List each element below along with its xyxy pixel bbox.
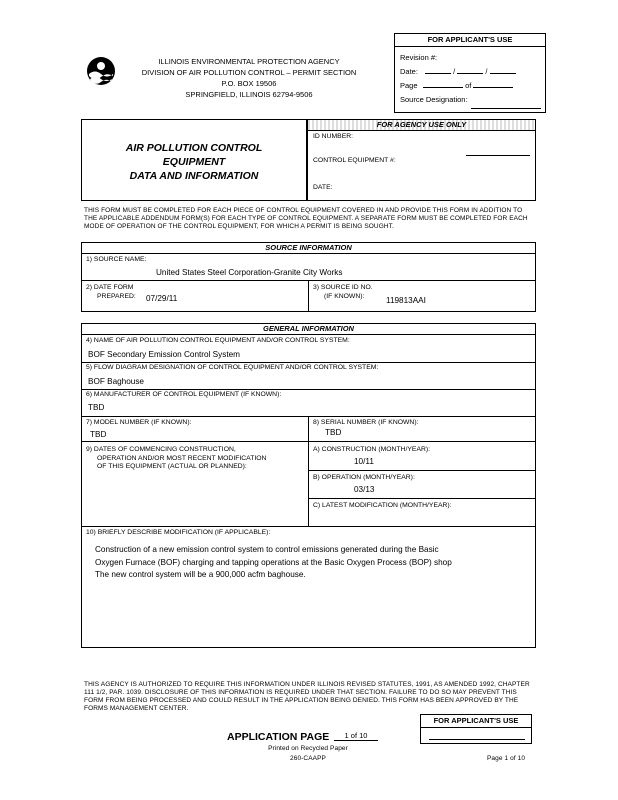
form-title-line1: AIR POLLUTION CONTROL <box>125 142 263 154</box>
agency-logo <box>86 56 116 86</box>
of-label-top: of <box>465 81 472 90</box>
source-name-label: 1) SOURCE NAME: <box>86 256 147 263</box>
q10-line2: Oxygen Furnace (BOF) charging and tapping operations at the Basic Oxygen Process (BOP) shop <box>95 557 452 567</box>
date-label-top: Date: <box>400 67 418 76</box>
q10-description <box>95 544 452 582</box>
page-label-top: Page <box>400 81 418 90</box>
recycled-paper-note: Printed on Recycled Paper <box>268 745 348 752</box>
applicant-use-box-top <box>394 33 546 113</box>
q9c-label: C) LATEST MODIFICATION (MONTH/YEAR): <box>313 502 452 509</box>
source-id-value: 119813AAI <box>386 296 426 305</box>
date-form-label-line2: PREPARED: <box>97 293 136 300</box>
agency-line3: P.O. BOX 19506 <box>221 79 277 88</box>
form-number: 260-CAAPP <box>290 755 326 762</box>
q10-line1: Construction of a new emission control system to control emissions generated during the Basic <box>95 545 439 554</box>
q10-line3: The new control system will be a 900,000 acfm baghouse. <box>95 570 306 579</box>
form-title <box>81 141 307 183</box>
disclosure-statement: THIS AGENCY IS AUTHORIZED TO REQUIRE THIS INFORMATION UNDER ILLINOIS REVISED STATUTES, 1991, AS AMENDED 1992, CHAPTER 111 1/2, PAR. 1039. DISCLOSURE OF THIS INFORMATION IS REQUIRED UNDER THAT SECTION. FAILURE TO DO SO MAY PREVENT THIS FORM FROM BEING PROCESSED AND COULD RESULT IN THE APPLICATION BEING DENIED. THIS FORM HAS BEEN APPROVED BY THE FORMS MANAGEMENT CENTER. <box>84 681 530 712</box>
source-info-header: SOURCE INFORMATION <box>265 243 352 252</box>
agency-address <box>120 56 378 100</box>
applicant-use-title-bottom: FOR APPLICANT'S USE <box>433 716 519 725</box>
q9-label-line3: OF THIS EQUIPMENT (ACTUAL OR PLANNED): <box>97 463 247 470</box>
application-page-number: 1 of 10 <box>334 731 378 741</box>
q9a-value: 10/11 <box>354 457 374 466</box>
control-equipment-label: CONTROL EQUIPMENT #: <box>313 157 396 164</box>
date-form-label <box>86 283 136 301</box>
q8-value: TBD <box>325 428 342 437</box>
q9b-label: B) OPERATION (MONTH/YEAR): <box>313 474 415 481</box>
q8-label: 8) SERIAL NUMBER (IF KNOWN): <box>313 419 419 426</box>
source-designation-label: Source Designation: <box>400 95 468 104</box>
source-id-label <box>313 283 373 301</box>
agency-line1: ILLINOIS ENVIRONMENTAL PROTECTION AGENCY <box>158 57 340 66</box>
id-number-label: ID NUMBER: <box>313 133 354 140</box>
q9-label <box>86 446 266 472</box>
revision-label: Revision #: <box>400 53 438 62</box>
agency-line4: SPRINGFIELD, ILLINOIS 62794-9506 <box>185 90 313 99</box>
page-footer: Page 1 of 10 <box>487 755 526 762</box>
agency-use-title: FOR AGENCY USE ONLY <box>376 120 467 129</box>
form-title-line3: DATA AND INFORMATION <box>129 170 259 182</box>
q7-value: TBD <box>90 430 107 439</box>
source-name-value: United States Steel Corporation-Granite City Works <box>156 268 343 277</box>
q10-label: 10) BRIEFLY DESCRIBE MODIFICATION (IF APPLICABLE): <box>86 529 271 536</box>
q4-value: BOF Secondary Emission Control System <box>88 350 240 359</box>
agency-line2: DIVISION OF AIR POLLUTION CONTROL – PERMIT SECTION <box>141 68 357 77</box>
q9-label-line2: OPERATION AND/OR MOST RECENT MODIFICATION <box>97 454 267 462</box>
general-info-header: GENERAL INFORMATION <box>263 324 354 333</box>
q5-label: 5) FLOW DIAGRAM DESIGNATION OF CONTROL EQUIPMENT AND/OR CONTROL SYSTEM: <box>86 364 379 371</box>
source-id-label-line1: 3) SOURCE ID NO. <box>313 284 373 291</box>
date-blanks-top: / / <box>425 67 516 76</box>
date-form-value: 07/29/11 <box>146 294 178 303</box>
agency-date-label: DATE: <box>313 184 333 191</box>
instructions: THIS FORM MUST BE COMPLETED FOR EACH PIECE OF CONTROL EQUIPMENT COVERED IN AND PROVIDE THIS FORM IN ADDITION TO THE APPLICABLE ADDENDUM FORM(S) FOR EACH TYPE OF CONTROL EQUIPMENT. A SEPARATE FORM MUST BE COMPLETED FOR EACH MODE OF OPERATION OF THE CONTROL EQUIPMENT, FOR WHICH A PERMIT IS BEING SOUGHT. <box>84 207 528 230</box>
q5-value: BOF Baghouse <box>88 377 144 386</box>
applicant-use-title-top: FOR APPLICANT'S USE <box>427 35 513 44</box>
application-page-label: APPLICATION PAGE <box>227 731 330 743</box>
date-form-label-line1: 2) DATE FORM <box>86 284 134 291</box>
q9b-value: 03/13 <box>354 485 375 494</box>
q7-label: 7) MODEL NUMBER (IF KNOWN): <box>86 419 192 426</box>
source-id-label-line2: (IF KNOWN): <box>324 293 365 300</box>
q9a-label: A) CONSTRUCTION (MONTH/YEAR): <box>313 446 431 453</box>
q6-value: TBD <box>88 403 105 412</box>
form-title-line2: EQUIPMENT <box>162 156 226 168</box>
page-blanks-top <box>423 81 513 90</box>
q9-label-line1: 9) DATES OF COMMENCING CONSTRUCTION, <box>86 446 236 453</box>
q4-label: 4) NAME OF AIR POLLUTION CONTROL EQUIPMENT AND/OR CONTROL SYSTEM: <box>86 337 350 344</box>
q6-label: 6) MANUFACTURER OF CONTROL EQUIPMENT (IF KNOWN): <box>86 391 282 398</box>
applicant-use-box-bottom <box>420 714 532 744</box>
